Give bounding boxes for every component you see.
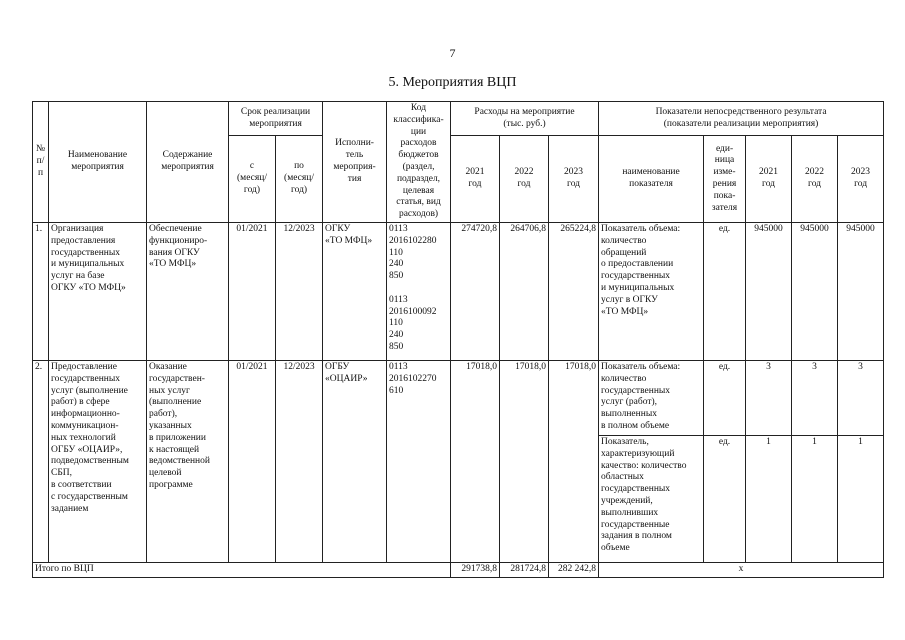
page-number: 7 [449, 46, 456, 60]
table-row [33, 361, 884, 436]
indicator-2023: 3 [838, 361, 884, 436]
indicator-unit: ед. [704, 436, 746, 563]
row-exp-2023: 17018,0 [549, 361, 599, 563]
indicator-2021: 3 [746, 361, 792, 436]
indicator-2022: 945000 [792, 223, 838, 361]
header-ind-2022: 2022 год [792, 136, 838, 223]
total-exp-2022: 281724,8 [500, 563, 549, 578]
header-term: Срок реализации мероприятия [229, 102, 323, 136]
row-from: 01/2021 [229, 361, 276, 563]
header-row-1 [33, 102, 884, 136]
total-row [33, 563, 884, 578]
total-exp-2023: 282 242,8 [549, 563, 599, 578]
indicator-name: Показатель объема: количество государственных услуг (работ), выполненных в полном объеме [599, 361, 704, 436]
header-expenses: Расходы на мероприятие (тыс. руб.) [451, 102, 599, 136]
header-term-to: по (месяц/ год) [276, 136, 323, 223]
header-indicators: Показатели непосредственного результата (показатели реализации мероприятия) [599, 102, 884, 136]
total-mark: х [599, 563, 884, 578]
indicator-2023: 945000 [838, 223, 884, 361]
row-exp-2021: 274720,8 [451, 223, 500, 361]
header-ind-unit: еди- ница изме- рения пока- зателя [704, 136, 746, 223]
total-exp-2021: 291738,8 [451, 563, 500, 578]
row-exp-2022: 17018,0 [500, 361, 549, 563]
table-row [33, 223, 884, 361]
row-to: 12/2023 [276, 223, 323, 361]
row-from: 01/2021 [229, 223, 276, 361]
row-executor: ОГБУ «ОЦАИР» [323, 361, 387, 563]
indicator-2021: 945000 [746, 223, 792, 361]
header-code: Код классифика- ции расходов бюджетов (раздел, подраздел, целевая статья, вид расходов) [387, 102, 451, 223]
header-term-from: с (месяц/ год) [229, 136, 276, 223]
row-name: Организация предоставления государственных и муниципальных услуг на базе ОГКУ «ТО МФЦ» [49, 223, 147, 361]
row-exp-2022: 264706,8 [500, 223, 549, 361]
indicator-2022: 3 [792, 361, 838, 436]
row-exp-2023: 265224,8 [549, 223, 599, 361]
indicator-2023: 1 [838, 436, 884, 563]
header-content: Содержание мероприятия [147, 102, 229, 223]
row-code: 0113 2016102280 110 240 850 0113 2016100092 110 240 850 [387, 223, 451, 361]
header-exp-2023: 2023 год [549, 136, 599, 223]
events-table [32, 101, 884, 578]
row-to: 12/2023 [276, 361, 323, 563]
section-title: 5. Мероприятия ВЦП [388, 75, 517, 90]
header-ind-name: наименование показателя [599, 136, 704, 223]
indicator-2022: 1 [792, 436, 838, 563]
indicator-name: Показатель объема: количество обращений о предоставлении государственных и муниципальных услуг в ОГКУ «ТО МФЦ» [599, 223, 704, 361]
row-name: Предоставление государственных услуг (выполнение работ) в сфере информационно- коммуникацион- ных технологий ОГБУ «ОЦАИР», подведомственным СБП, в соответствии с государственным заданием [49, 361, 147, 563]
row-code: 0113 2016102270 610 [387, 361, 451, 563]
indicator-name: Показатель, характеризующий качество: количество областных государственных учреждений, выполнивших государственные задания в полном объеме [599, 436, 704, 563]
row-content: Обеспечение функциониро- вания ОГКУ «ТО МФЦ» [147, 223, 229, 361]
header-num: № п/п [33, 102, 49, 223]
header-ind-2023: 2023 год [838, 136, 884, 223]
header-name: Наименование мероприятия [49, 102, 147, 223]
header-executor: Исполни- тель мероприя- тия [323, 102, 387, 223]
header-exp-2022: 2022 год [500, 136, 549, 223]
total-label: Итого по ВЦП [33, 563, 451, 578]
row-num: 1. [33, 223, 49, 361]
indicator-2021: 1 [746, 436, 792, 563]
indicator-unit: ед. [704, 361, 746, 436]
header-exp-2021: 2021 год [451, 136, 500, 223]
row-exp-2021: 17018,0 [451, 361, 500, 563]
row-executor: ОГКУ «ТО МФЦ» [323, 223, 387, 361]
row-num: 2. [33, 361, 49, 563]
indicator-unit: ед. [704, 223, 746, 361]
header-ind-2021: 2021 год [746, 136, 792, 223]
row-content: Оказание государствен- ных услуг (выполнение работ), указанных в приложении к настоящей ведомственной целевой программе [147, 361, 229, 563]
